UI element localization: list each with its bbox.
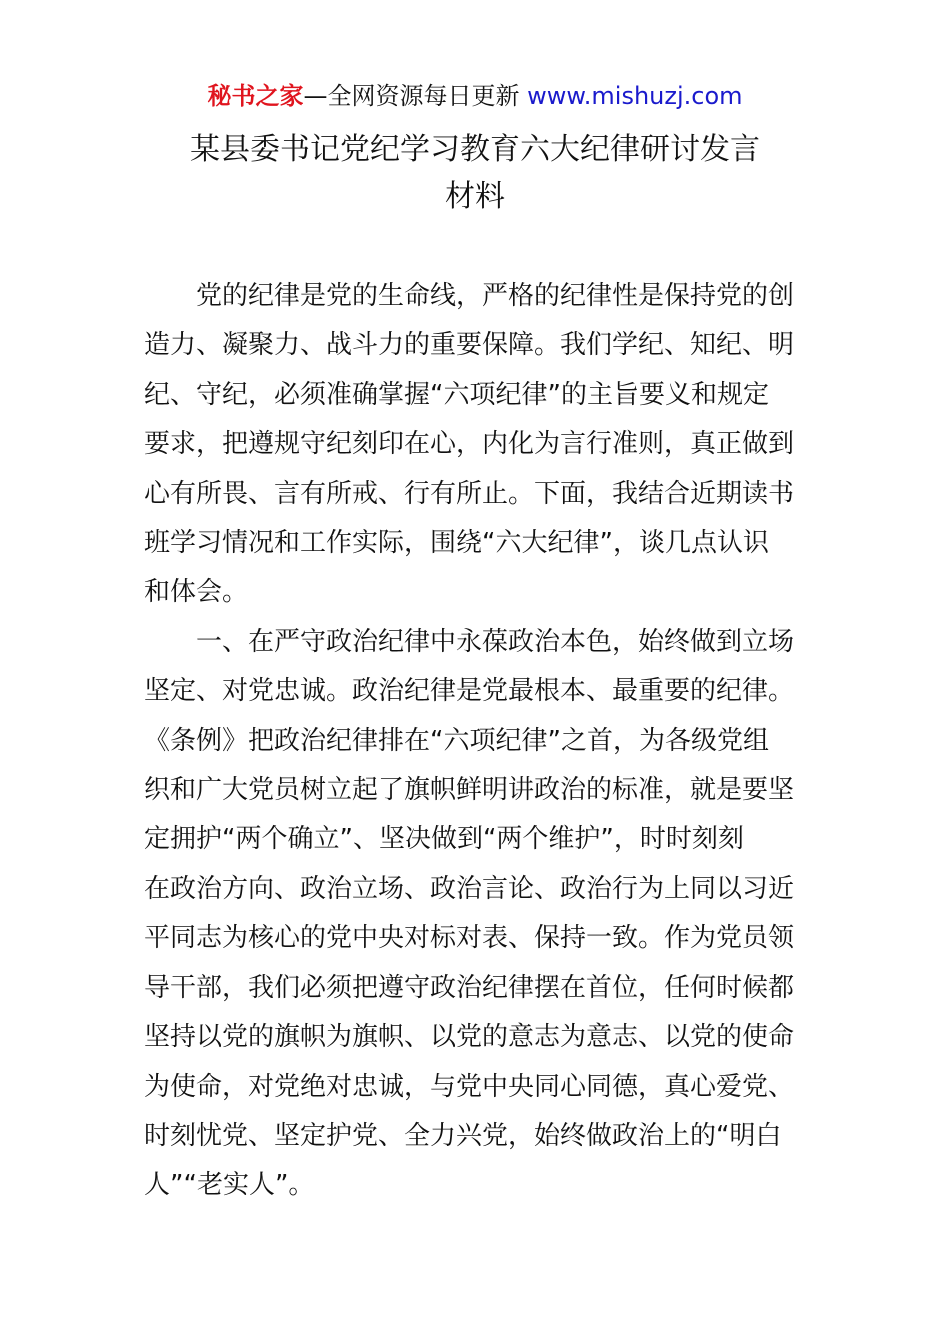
site-header <box>0 80 950 112</box>
paragraph-line: 班学习情况和工作实际，围绕“六大纪律”，谈几点认识 <box>144 528 769 559</box>
site-url: www.mishuzj.com <box>527 82 743 110</box>
document-title-line-2: 材料 <box>445 179 505 214</box>
paragraph-line: 时刻忧党、坚定护党、全力兴党，始终做政治上的“明白 <box>144 1120 782 1151</box>
paragraph-line: 坚定、对党忠诚。政治纪律是党最根本、最重要的纪律。 <box>144 676 795 707</box>
paragraph-line: 要求，把遵规守纪刻印在心，内化为言行准则，真正做到 <box>144 429 795 460</box>
paragraph-line: 织和广大党员树立起了旗帜鲜明讲政治的标准，就是要坚 <box>144 775 795 806</box>
paragraph-line: 在政治方向、政治立场、政治言论、政治行为上同以习近 <box>144 873 795 904</box>
document-body <box>144 272 812 1211</box>
paragraph-line: 人”“老实人”。 <box>144 1170 315 1201</box>
site-brand: 秘书之家 <box>207 82 304 110</box>
paragraph-line: 坚持以党的旗帜为旗帜、以党的意志为意志、以党的使命 <box>144 1022 795 1053</box>
paragraph-line: 导干部，我们必须把遵守政治纪律摆在首位，任何时候都 <box>144 972 795 1003</box>
paragraph-line: 和体会。 <box>144 577 249 608</box>
paragraph-intro <box>144 272 812 618</box>
paragraph-line: 《条例》把政治纪律排在“六项纪律”之首，为各级党组 <box>144 725 769 756</box>
paragraph-line: 为使命，对党绝对忠诚，与党中央同心同德，真心爱党、 <box>144 1071 795 1102</box>
paragraph-line: 心有所畏、言有所戒、行有所止。下面，我结合近期读书 <box>144 478 795 509</box>
paragraph-section-1 <box>144 618 812 1211</box>
site-tagline: —全网资源每日更新 <box>303 82 520 110</box>
paragraph-line: 党的纪律是党的生命线，严格的纪律性是保持党的创 <box>196 281 795 311</box>
paragraph-line: 纪、守纪，必须准确掌握“六项纪律”的主旨要义和规定 <box>144 379 769 410</box>
document-title <box>100 126 850 220</box>
paragraph-line: 平同志为核心的党中央对标对表、保持一致。作为党员领 <box>144 923 795 954</box>
document-title-line-1: 某县委书记党纪学习教育六大纪律研讨发言 <box>190 132 760 167</box>
paragraph-line: 造力、凝聚力、战斗力的重要保障。我们学纪、知纪、明 <box>144 330 795 361</box>
paragraph-line: 定拥护“两个确立”、坚决做到“两个维护”，时时刻刻 <box>144 824 744 855</box>
paragraph-line: 一、在严守政治纪律中永葆政治本色，始终做到立场 <box>196 626 795 657</box>
